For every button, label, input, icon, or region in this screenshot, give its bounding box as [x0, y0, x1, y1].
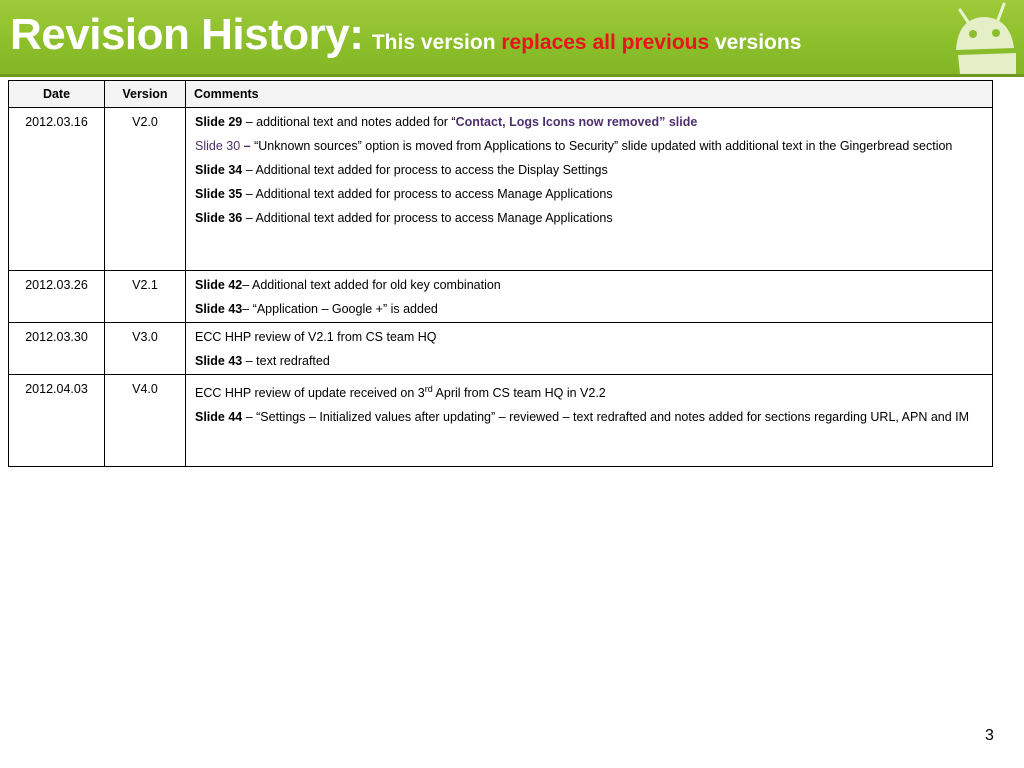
note-text: – Additional text added for process to access the Display Settings — [242, 163, 608, 177]
title-main: Revision History: — [10, 10, 364, 59]
cell-version: V3.0 — [105, 323, 186, 375]
column-header-date: Date — [9, 81, 105, 108]
note-text: – Additional text added for process to access Manage Applications — [242, 211, 613, 225]
comment-note: ECC HHP review of V2.1 from CS team HQ — [195, 330, 437, 344]
cell-date: 2012.03.26 — [9, 271, 105, 323]
subtitle-pre: This version — [371, 31, 496, 54]
comment-note — [195, 301, 972, 318]
comment-note — [195, 381, 972, 402]
cell-version: V4.0 — [105, 375, 186, 467]
table-row — [9, 323, 993, 375]
cell-comments — [186, 323, 993, 375]
cell-comments — [186, 271, 993, 323]
revision-table — [8, 80, 993, 467]
note-text: – text redrafted — [242, 354, 330, 368]
table-row — [9, 108, 993, 271]
cell-comments — [186, 375, 993, 467]
ordinal-suffix: rd — [424, 384, 433, 394]
title-bar — [0, 0, 1024, 74]
cell-version: V2.1 — [105, 271, 186, 323]
comment-note — [195, 114, 972, 131]
title-subtitle — [372, 31, 802, 54]
note-text: – Additional text added for process to access Manage Applications — [242, 187, 613, 201]
table-header-row — [9, 81, 993, 108]
cell-version: V2.0 — [105, 108, 186, 271]
note-text: – “Settings – Initialized values after updating” – reviewed – text redrafted and notes added for sections regarding URL, APN and IM — [242, 410, 970, 425]
comment-note — [195, 138, 972, 155]
slide-ref-label: Slide 30 — [195, 139, 241, 153]
note-text: – “Application – Google +” is added — [242, 302, 438, 316]
slide-ref: Slide 43 — [195, 302, 243, 316]
cell-comments — [186, 108, 993, 271]
note-text: “Unknown sources” option is moved from Applications to Security” slide updated with additional text in the Gingerbread section — [250, 139, 953, 153]
cell-date: 2012.04.03 — [9, 375, 105, 467]
comment-note — [195, 353, 972, 370]
column-header-comments: Comments — [186, 81, 993, 108]
table-row — [9, 375, 993, 467]
slide-ref-dash: – — [240, 139, 251, 153]
table-row — [9, 271, 993, 323]
page-title — [10, 10, 801, 60]
android-robot-icon — [948, 0, 1024, 74]
slide-ref: Slide 35 — [195, 187, 243, 201]
comment-note — [195, 186, 972, 203]
comment-note — [195, 162, 972, 179]
slide-ref: Slide 43 — [195, 354, 243, 368]
comment-note — [195, 277, 972, 294]
note-text: – additional text and notes added for “ — [242, 115, 456, 129]
slide-ref: Slide 36 — [195, 211, 243, 225]
slide-ref: Slide 44 — [195, 410, 243, 425]
note-text: April from CS team HQ in V2.2 — [432, 386, 606, 401]
comment-note — [195, 409, 972, 426]
cell-date: 2012.03.16 — [9, 108, 105, 271]
note-text: ECC HHP review of update received on 3 — [195, 386, 425, 401]
title-underline — [0, 74, 1024, 77]
slide-ref: Slide 42 — [195, 278, 243, 292]
cell-date: 2012.03.30 — [9, 323, 105, 375]
page-number: 3 — [985, 727, 994, 744]
column-header-version: Version — [105, 81, 186, 108]
note-highlight: Contact, Logs Icons now removed” slide — [455, 115, 698, 129]
subtitle-post: versions — [715, 31, 802, 54]
note-text: – Additional text added for old key combination — [242, 278, 501, 292]
slide-ref — [195, 139, 251, 153]
comment-note — [195, 210, 972, 227]
slide-ref: Slide 29 — [195, 115, 243, 129]
slide-ref: Slide 34 — [195, 163, 243, 177]
subtitle-highlight: replaces all previous — [501, 31, 710, 54]
